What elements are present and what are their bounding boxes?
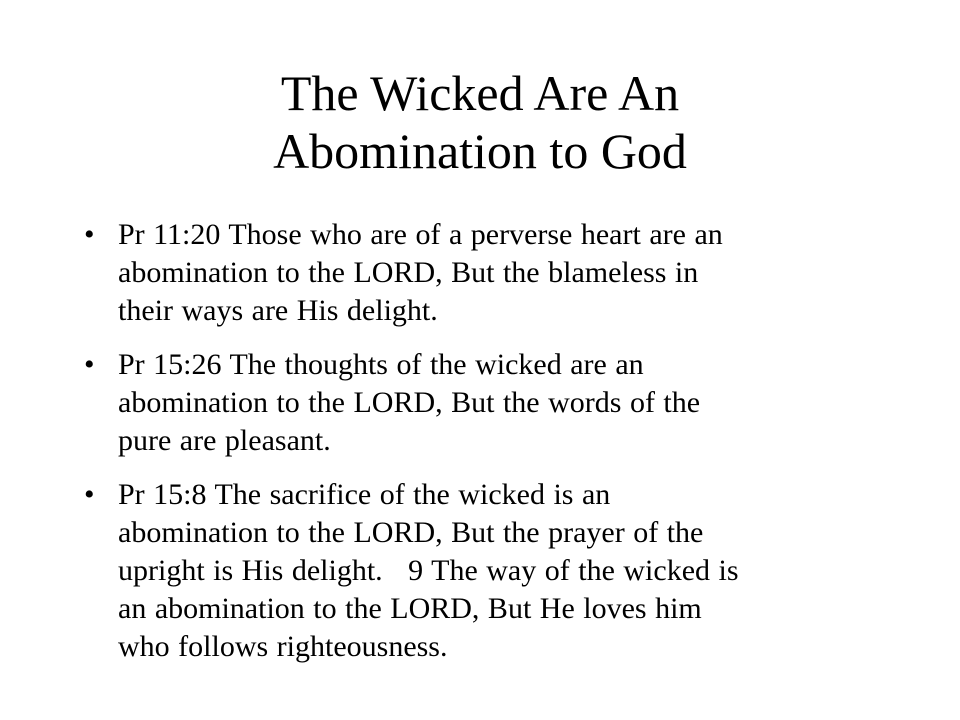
bullet-dot-icon: • <box>84 478 95 511</box>
title-line-2: Abomination to God <box>273 123 687 179</box>
bullet-line: an abomination to the LORD, But He loves him <box>118 592 702 625</box>
bullet-line: abomination to the LORD, But the words of the <box>118 386 701 419</box>
bullet-dot-icon: • <box>84 218 95 251</box>
bullet-line: upright is His delight. 9 The way of the wicked is <box>118 554 739 587</box>
bullet-item-pr-15-8 <box>84 476 884 666</box>
bullet-item-pr-11-20 <box>84 216 884 330</box>
bullet-line: abomination to the LORD, But the blameless in <box>118 256 699 289</box>
bullet-line: Pr 11:20 Those who are of a perverse heart are an <box>118 218 723 251</box>
bullet-line: who follows righteousness. <box>118 630 448 663</box>
title-line-1: The Wicked Are An <box>280 65 680 121</box>
bullet-line: Pr 15:26 The thoughts of the wicked are an <box>118 348 644 381</box>
bullet-line: their ways are His delight. <box>118 294 438 327</box>
bullet-line: pure are pleasant. <box>118 424 331 457</box>
bullet-dot-icon: • <box>84 348 95 381</box>
bullet-line: Pr 15:8 The sacrifice of the wicked is an <box>118 478 611 511</box>
bullet-list <box>84 216 884 682</box>
slide-title <box>80 64 880 180</box>
bullet-line: abomination to the LORD, But the prayer of the <box>118 516 704 549</box>
bullet-item-pr-15-26 <box>84 346 884 460</box>
